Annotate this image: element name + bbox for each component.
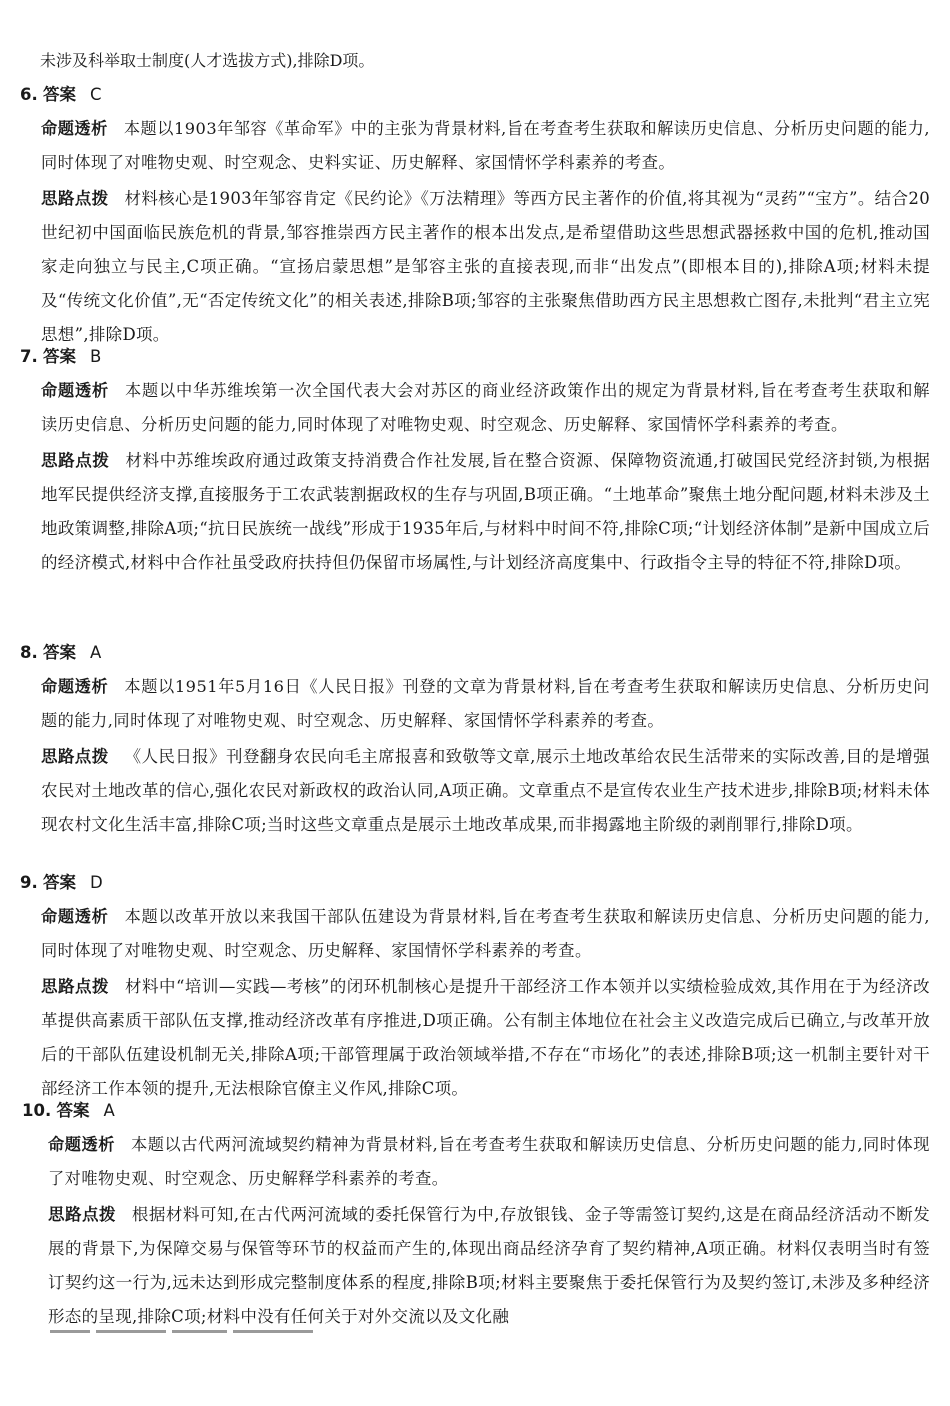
analysis-tag: 命题透析	[41, 677, 109, 696]
hint-block	[41, 740, 930, 842]
analysis-block	[41, 900, 930, 968]
answer-label: 答案	[43, 873, 76, 892]
analysis-block	[41, 670, 930, 738]
hint-tag: 思路点拨	[48, 1205, 116, 1224]
question-6	[20, 84, 930, 354]
question-8	[20, 642, 930, 844]
answer-label: 答案	[56, 1101, 90, 1120]
analysis-tag: 命题透析	[41, 381, 110, 400]
hint-text: 材料中“培训—实践—考核”的闭环机制核心是提升干部经济工作本领并以实绩检验成效,其作用在于为经济改革提供高素质干部队伍支撑,推动经济改革有序推进,D项正确。公有制主体地位在社会主义改造完成后已确立,与改革开放后的干部队伍建设机制无关,排除A项;干部管理属于政治领域举措,不存在“市场化”的表述,排除B项;这一机制主要针对干部经济工作本领的提升,无法根除官僚主义作风,排除C项。	[41, 977, 930, 1098]
question-number: 7.	[20, 347, 38, 366]
answer-line	[20, 346, 930, 368]
answer-line	[22, 1100, 930, 1122]
analysis-block	[41, 112, 930, 180]
analysis-block	[48, 1128, 930, 1196]
analysis-tag: 命题透析	[41, 119, 108, 138]
hint-tag: 思路点拨	[41, 451, 110, 470]
answer-line	[20, 84, 930, 106]
question-number: 8.	[20, 643, 38, 662]
analysis-text: 本题以1951年5月16日《人民日报》刊登的文章为背景材料,旨在考查考生获取和解读历史信息、分析历史问题的能力,同时体现了对唯物史观、时空观念、历史解释、家国情怀学科素养的考查。	[41, 677, 930, 730]
hint-tag: 思路点拨	[41, 747, 109, 766]
question-10	[22, 1100, 930, 1336]
analysis-text: 本题以中华苏维埃第一次全国代表大会对苏区的商业经济政策作出的规定为背景材料,旨在考查考生获取和解读历史信息、分析历史问题的能力,同时体现了对唯物史观、时空观念、历史解释、家国情怀学科素养的考查。	[41, 381, 930, 434]
answer-value: B	[90, 347, 102, 366]
hint-tag: 思路点拨	[41, 189, 109, 208]
question-number: 6.	[20, 85, 38, 104]
answer-line	[20, 642, 930, 664]
question-number: 10.	[22, 1101, 52, 1120]
hint-text: 根据材料可知,在古代两河流域的委托保管行为中,存放银钱、金子等需签订契约,这是在商品经济活动不断发展的背景下,为保障交易与保管等环节的权益而产生的,体现出商品经济孕育了契约精神,A项正确。材料仅表明当时有签订契约这一行为,远未达到形成完整制度体系的程度,排除B项;材料主要聚焦于委托保管行为及契约签订,未涉及多种经济形态的呈现,排除C项;材料中没有任何关于对外交流以及文化融	[48, 1205, 930, 1326]
answer-line	[20, 872, 930, 894]
answer-label: 答案	[43, 347, 76, 366]
answer-value: D	[90, 873, 103, 892]
analysis-text: 本题以1903年邹容《革命军》中的主张为背景材料,旨在考查考生获取和解读历史信息、分析历史问题的能力,同时体现了对唯物史观、时空观念、史料实证、历史解释、家国情怀学科素养的考查。	[41, 119, 931, 172]
question-number: 9.	[20, 873, 38, 892]
answer-value: A	[103, 1101, 115, 1120]
analysis-tag: 命题透析	[41, 907, 109, 926]
analysis-tag: 命题透析	[48, 1135, 116, 1154]
answer-label: 答案	[43, 643, 76, 662]
question-9	[20, 872, 930, 1108]
hint-block	[41, 182, 930, 352]
hint-text: 《人民日报》刊登翻身农民向毛主席报喜和致敬等文章,展示土地改革给农民生活带来的实际改善,目的是增强农民对土地改革的信心,强化农民对新政权的政治认同,A项正确。文章重点不是宣传农业生产技术进步,排除B项;材料未体现农村文化生活丰富,排除C项;当时这些文章重点是展示土地改革成果,而非揭露地主阶级的剥削罪行,排除D项。	[41, 747, 930, 834]
hint-block	[41, 970, 930, 1106]
question-7	[20, 346, 930, 582]
hint-text: 材料核心是1903年邹容肯定《民约论》《万法精理》等西方民主著作的价值,将其视为“灵药”“宝方”。结合20世纪初中国面临民族危机的背景,邹容推崇西方民主著作的根本出发点,是希望借助这些思想武器拯救中国的危机,推动国家走向独立与民主,C项正确。“宣扬启蒙思想”是邹容主张的直接表现,而非“出发点”(即根本目的),排除A项;材料未提及“传统文化价值”,无“否定传统文化”的相关表述,排除B项;邹容的主张聚焦借助西方民主思想救亡图存,未批判“君主立宪思想”,排除D项。	[41, 189, 930, 344]
hint-block	[48, 1198, 930, 1334]
analysis-text: 本题以改革开放以来我国干部队伍建设为背景材料,旨在考查考生获取和解读历史信息、分析历史问题的能力,同时体现了对唯物史观、时空观念、历史解释、家国情怀学科素养的考查。	[41, 907, 931, 960]
hint-block	[41, 444, 930, 580]
hint-tag: 思路点拨	[41, 977, 109, 996]
analysis-block	[41, 374, 930, 442]
answer-value: C	[90, 85, 102, 104]
bottom-cut-line	[50, 1330, 350, 1340]
top-cut-line: 未涉及科举取士制度(人才选拔方式),排除D项。	[40, 52, 375, 70]
answer-value: A	[90, 643, 102, 662]
answer-label: 答案	[43, 85, 76, 104]
analysis-text: 本题以古代两河流域契约精神为背景材料,旨在考查考生获取和解读历史信息、分析历史问题的能力,同时体现了对唯物史观、时空观念、历史解释学科素养的考查。	[48, 1135, 930, 1188]
hint-text: 材料中苏维埃政府通过政策支持消费合作社发展,旨在整合资源、保障物资流通,打破国民党经济封锁,为根据地军民提供经济支撑,直接服务于工农武装割据政权的生存与巩固,B项正确。“土地革命”聚焦土地分配问题,材料未涉及土地政策调整,排除A项;“抗日民族统一战线”形成于1935年后,与材料中时间不符,排除C项;“计划经济体制”是新中国成立后的经济模式,材料中合作社虽受政府扶持但仍保留市场属性,与计划经济高度集中、行政指令主导的特征不符,排除D项。	[41, 451, 931, 572]
